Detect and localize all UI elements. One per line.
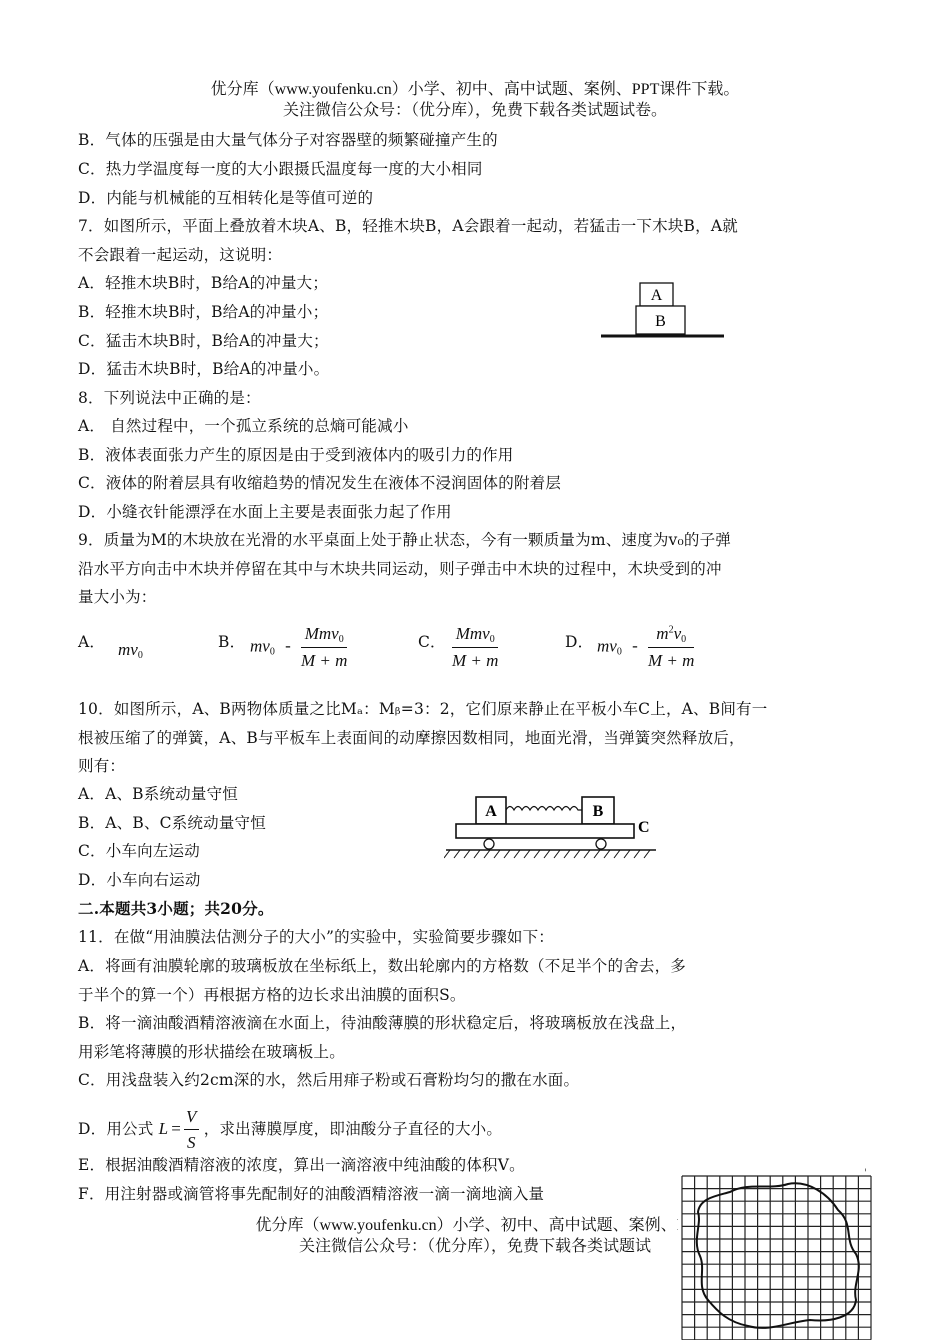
q10-option-c: C．小车向左运动 [78,842,200,860]
q9-option-b-label: B． [218,633,246,651]
block-b-label: B [655,313,666,330]
q7-stacked-blocks-figure [598,280,728,342]
section-2-heading: 二.本题共3小题；共20分。 [78,899,274,918]
q7-stem-line2: 不会跟着一起运动，这说明： [78,246,283,264]
q6-option-b: B．气体的压强是由大量气体分子对容器壁的频繁碰撞产生的 [78,131,498,149]
q9-option-c-formula: $\frac{Mmv_0}{M + m}$ [452,624,499,670]
q11-step-a-line2: 于半个的算一个）再根据方格的边长求出油膜的面积S。 [78,986,466,1004]
q11-step-f: F．用注射器或滴管将事先配制好的油酸酒精溶液一滴一滴地滴入量 [78,1185,545,1203]
q6-option-d: D．内能与机械能的互相转化是等值可逆的 [78,189,374,207]
q11-step-e: E．根据油酸酒精溶液的浓度，算出一滴溶液中纯油酸的体积V。 [78,1156,525,1174]
q7-option-a: A．轻推木块B时，B给A的冲量大； [78,274,329,292]
q9-stem-line1: 9．质量为M的木块放在光滑的水平桌面上处于静止状态，今有一颗质量为m、速度为v₀的子弹 [78,531,732,549]
cart-wheel-right [596,839,606,849]
q7-option-c: C．猛击木块B时，B给A的冲量大； [78,332,329,350]
q8-option-a: A． 自然过程中，一个孤立系统的总熵可能减小 [78,417,409,435]
q9-option-c-label: C． [418,633,446,651]
grid-lines [682,1176,871,1340]
q11-step-d: D．用公式 L = $\frac{V}{S}$ ，求出薄膜厚度，即油酸分子直径的大小。 [78,1107,503,1152]
cart-c-label: C [638,819,650,836]
q8-option-b: B．液体表面张力产生的原因是由于受到液体内的吸引力的作用 [78,446,514,464]
q10-cart-spring-figure [444,792,664,872]
q6-option-c: C．热力学温度每一度的大小跟摄氏温度每一度的大小相同 [78,160,483,178]
q8-option-d: D．小缝衣针能漂浮在水面上主要是表面张力起了作用 [78,503,452,521]
q10-option-b: B．A、B、C系统动量守恒 [78,814,266,832]
thickness-formula: L = $\frac{V}{S}$ [158,1107,197,1152]
spring-icon [506,807,582,811]
q10-stem-line1: 10．如图所示，A、B两物体质量之比Mₐ：Mᵦ=3：2，它们原来静止在平板小车C上，A、B间有一 [78,700,768,718]
q10-stem-line3: 则有： [78,757,126,775]
block-a-label: A [650,287,663,304]
q9-option-d-label: D． [565,633,594,651]
q10-option-a: A．A、B系统动量守恒 [78,785,238,803]
q8-stem: 8．下列说法中正确的是： [78,389,261,407]
cart-c [456,824,634,838]
q9-option-a-label: A． [78,633,106,651]
q11-stem: 11．在做“用油膜法估测分子的大小”的实验中，实验简要步骤如下： [78,928,554,946]
figure-tick-mark: ' [864,1168,867,1179]
q7-stem-line1: 7．如图所示，平面上叠放着木块A、B，轻推木块B，A会跟着一起动，若猛击一下木块B，A就 [78,217,738,235]
q11-step-b-line2: 用彩笔将薄膜的形状描绘在玻璃板上。 [78,1043,345,1061]
ground-hatching [444,850,650,858]
block-a-label: A [485,803,497,820]
cart-wheel-left [484,839,494,849]
page-header-line2: 关注微信公众号：（优分库），免费下载各类试题试卷。 [282,102,667,119]
q8-option-c: C．液体的附着层具有收缩趋势的情况发生在液体不浸润固体的附着层 [78,474,562,492]
q11-step-a-line1: A．将画有油膜轮廓的玻璃板放在坐标纸上，数出轮廓内的方格数（不足半个的舍去，多 [78,957,686,975]
q10-option-d: D．小车向右运动 [78,871,201,889]
q7-option-d: D．猛击木块B时，B给A的冲量小。 [78,360,330,378]
q11-step-b-line1: B．将一滴油酸酒精溶液滴在水面上，待油酸薄膜的形状稳定后，将玻璃板放在浅盘上， [78,1014,687,1032]
q10-stem-line2: 根被压缩了的弹簧，A、B与平板车上表面间的动摩擦因数相同，地面光滑，当弹簧突然释放后， [78,729,745,747]
page-footer-line2: 关注微信公众号：（优分库），免费下载各类试题试 [298,1238,651,1255]
q9-option-d-formula: $mv_0$ - $\frac{m^2v_0}{M + m}$ [597,624,695,670]
q7-option-b: B．轻推木块B时，B给A的冲量小； [78,303,329,321]
page-footer-line1: 优分库（www.youfenku.cn）小学、初中、高中试题、案例、PP [255,1217,695,1234]
q9-option-b-formula: $mv_0$ - $\frac{Mmv_0}{M + m}$ [250,624,348,670]
q9-option-a-formula: $mv_0$ [118,640,143,661]
page-header-line1: 优分库（www.youfenku.cn）小学、初中、高中试题、案例、PPT课件下载。 [210,81,740,98]
oil-film-outline [697,1183,859,1328]
block-b-label: B [592,803,604,820]
q9-stem-line3: 量大小为： [78,588,157,606]
q11-step-c: C．用浅盘装入约2cm深的水，然后用痱子粉或石膏粉均匀的撒在水面。 [78,1071,580,1089]
oil-film-grid-figure [678,1172,874,1340]
q9-stem-line2: 沿水平方向击中木块并停留在其中与木块共同运动，则子弹击中木块的过程中，木块受到的冲 [78,560,722,578]
